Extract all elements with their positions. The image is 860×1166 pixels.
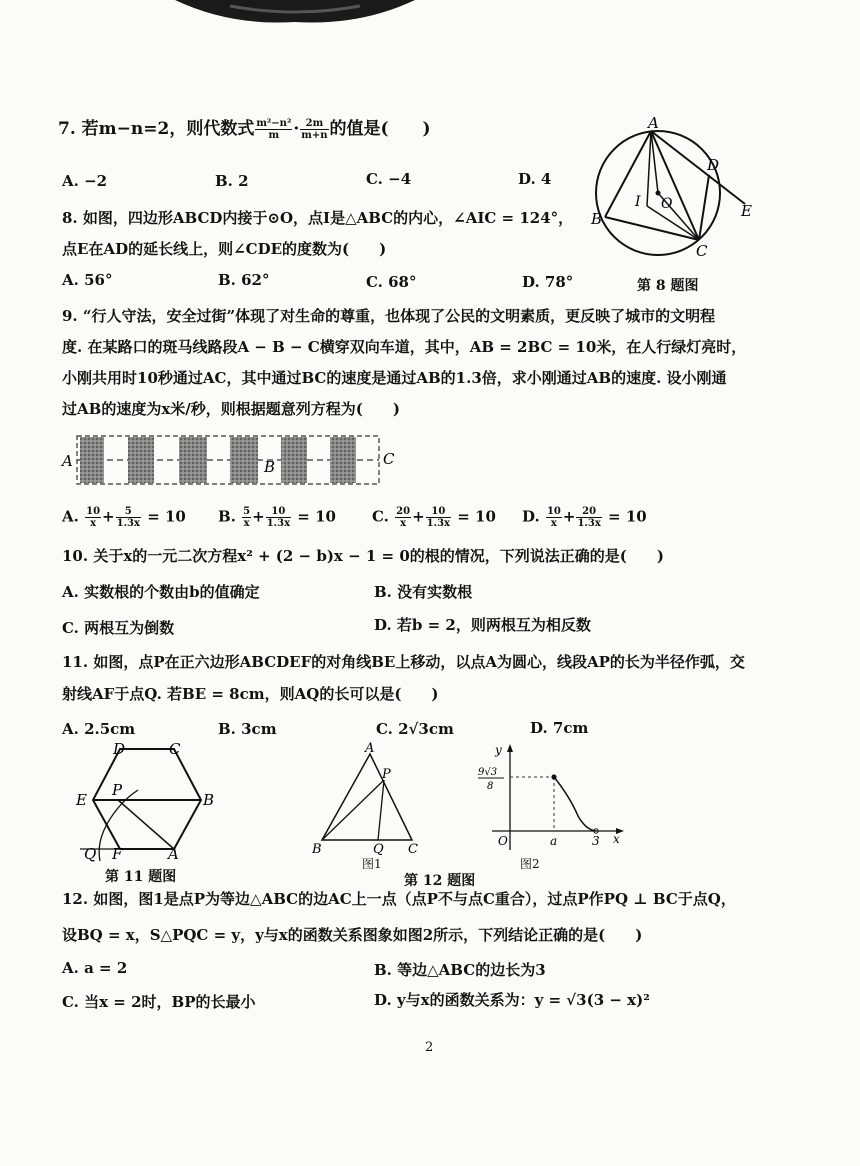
q10-option-c: C. 两根互为倒数 [62, 619, 175, 637]
q9-option-c: C. $\frac{20}{x}$ + $\frac{10}{1.3x}$ = 10 [372, 506, 496, 529]
q7-option-b: B. 2 [215, 172, 249, 190]
q8-label-e: E [741, 202, 752, 220]
q7-prefix: 7. 若m−n=2，则代数式 [58, 119, 255, 139]
q11-hexagon-figure [70, 738, 220, 862]
q12-fig2-label-num: 9√3 [478, 767, 498, 778]
question-7: 7. 若m−n=2，则代数式 $\frac{\text{m²−n²}}{m}$ · $\frac{2m}{m+n}$ 的值是( ) [58, 118, 431, 141]
q11-figure-caption: 第 11 题图 [105, 869, 177, 885]
q8-label-c: C [696, 242, 708, 260]
q11-label-d: D [113, 740, 126, 758]
q8-line-2: 点E在AD的延长线上，则∠CDE的度数为( ) [62, 240, 387, 258]
q11-line-1: 11. 如图，点P在正六边形ABCDEF的对角线BE上移动，以点A为圆心，线段AP的长为半径作弧，交 [62, 653, 745, 671]
q12-fig2-label-den: 8 [487, 781, 494, 792]
q9-line-3: 小刚共用时10秒通过AC，其中通过BC的速度是通过AB的1.3倍，求小刚通过AB的速度. 设小刚通 [62, 369, 727, 387]
q12-fig1-label-c: C [408, 842, 418, 857]
q8-option-c: C. 68° [366, 273, 417, 291]
q10-option-b: B. 没有实数根 [374, 583, 473, 601]
q7-fraction-2: $\frac{2m}{m+n}$ [301, 118, 328, 141]
q12-option-a: A. a = 2 [62, 959, 128, 977]
q12-fig1-label-b: B [312, 842, 322, 857]
q11-line-2: 射线AF于点Q. 若BE = 8cm，则AQ的长可以是( ) [62, 685, 439, 703]
q11-option-d: D. 7cm [530, 719, 589, 737]
q8-label-a: A [648, 114, 659, 132]
q8-option-b: B. 62° [218, 271, 270, 289]
q12-fig2-label-3: 3 [592, 834, 600, 848]
q12-fig1-label-a: A [365, 742, 375, 756]
q9-line-4: 过AB的速度为x米/秒，则根据题意列方程为( ) [62, 400, 400, 418]
q11-label-c: C [169, 740, 181, 758]
q12-line-2: 设BQ = x，S△PQC = y，y与x的函数关系图象如图2所示，下列结论正确的是( ) [62, 926, 643, 944]
q12-fig2-caption: 图2 [520, 857, 540, 871]
q12-fig2-label-y: y [495, 743, 502, 757]
q7-option-a: A. −2 [62, 172, 108, 190]
q8-option-d: D. 78° [522, 273, 574, 291]
q10-line-1: 10. 关于x的一元二次方程x² + (2 − b)x − 1 = 0的根的情况，下列说法正确的是( ) [62, 547, 664, 565]
q8-label-b: B [591, 210, 603, 228]
q10-option-d: D. 若b = 2，则两根互为相反数 [374, 616, 591, 634]
q12-line-1: 12. 如图，图1是点P为等边△ABC的边AC上一点（点P不与点C重合），过点P作PQ ⊥ BC于点Q， [62, 890, 736, 908]
q11-label-b: B [203, 791, 215, 809]
q8-label-i: I [635, 194, 641, 210]
q7-option-d: D. 4 [518, 170, 552, 188]
q12-fig2-label-a: a [550, 834, 558, 848]
q11-label-f: F [112, 845, 123, 862]
page-number: 2 [425, 1040, 434, 1055]
q12-fig2-label-x: x [613, 832, 620, 846]
ink-smudge [170, 0, 420, 28]
q8-label-o: O [661, 196, 673, 212]
q11-option-c: C. 2√3cm [376, 720, 454, 738]
q12-fig2-graph [470, 742, 630, 860]
q12-fig2-label-o: O [498, 834, 508, 848]
q12-option-c: C. 当x = 2时，BP的长最小 [62, 993, 256, 1011]
q12-fig1-label-p: P [382, 767, 391, 782]
q9-label-c: C [383, 450, 395, 468]
q8-option-a: A. 56° [62, 271, 113, 289]
q12-fig1-triangle [310, 742, 420, 860]
q11-label-a: A [168, 845, 179, 862]
q11-option-b: B. 3cm [218, 720, 277, 738]
q12-figure-caption: 第 12 题图 [404, 873, 476, 889]
q12-fig1-caption: 图1 [362, 857, 382, 871]
q11-label-q: Q [84, 845, 97, 862]
q7-suffix: 的值是( ) [329, 119, 431, 139]
q9-crosswalk-figure [60, 430, 405, 490]
q9-option-a: A. $\frac{10}{x}$ + $\frac{5}{1.3x}$ = 10 [62, 506, 186, 529]
q11-label-p: P [112, 781, 123, 799]
q11-option-a: A. 2.5cm [62, 720, 136, 738]
q9-option-d: D. $\frac{10}{x}$ + $\frac{20}{1.3x}$ = 10 [522, 506, 647, 529]
q8-figure-caption: 第 8 题图 [637, 278, 699, 294]
q12-fig1-label-q: Q [373, 842, 384, 857]
q7-fraction-1: $\frac{\text{m²−n²}}{m}$ [256, 118, 292, 141]
q9-option-b: B. $\frac{5}{x}$ + $\frac{10}{1.3x}$ = 10 [218, 506, 336, 529]
q12-option-d: D. y与x的函数关系为：y = √3(3 − x)² [374, 991, 650, 1009]
q8-line-1: 8. 如图，四边形ABCD内接于⊙O，点I是△ABC的内心，∠AIC = 124°， [62, 209, 574, 227]
q9-label-a: A [62, 452, 73, 470]
q8-label-d: D [707, 156, 720, 174]
q9-line-1: 9. “行人守法，安全过街”体现了对生命的尊重，也体现了公民的文明素质，更反映了城市的文明程 [62, 307, 716, 325]
q9-line-2: 度. 在某路口的斑马线路段A − B − C横穿双向车道，其中，AB = 2BC = 10米，在人行绿灯亮时， [62, 338, 747, 356]
q12-option-b: B. 等边△ABC的边长为3 [374, 961, 546, 979]
q8-circle-figure [585, 110, 760, 270]
q11-label-e: E [76, 791, 87, 809]
q7-option-c: C. −4 [366, 170, 412, 188]
q10-option-a: A. 实数根的个数由b的值确定 [62, 583, 260, 601]
q9-label-b: B [264, 458, 276, 476]
